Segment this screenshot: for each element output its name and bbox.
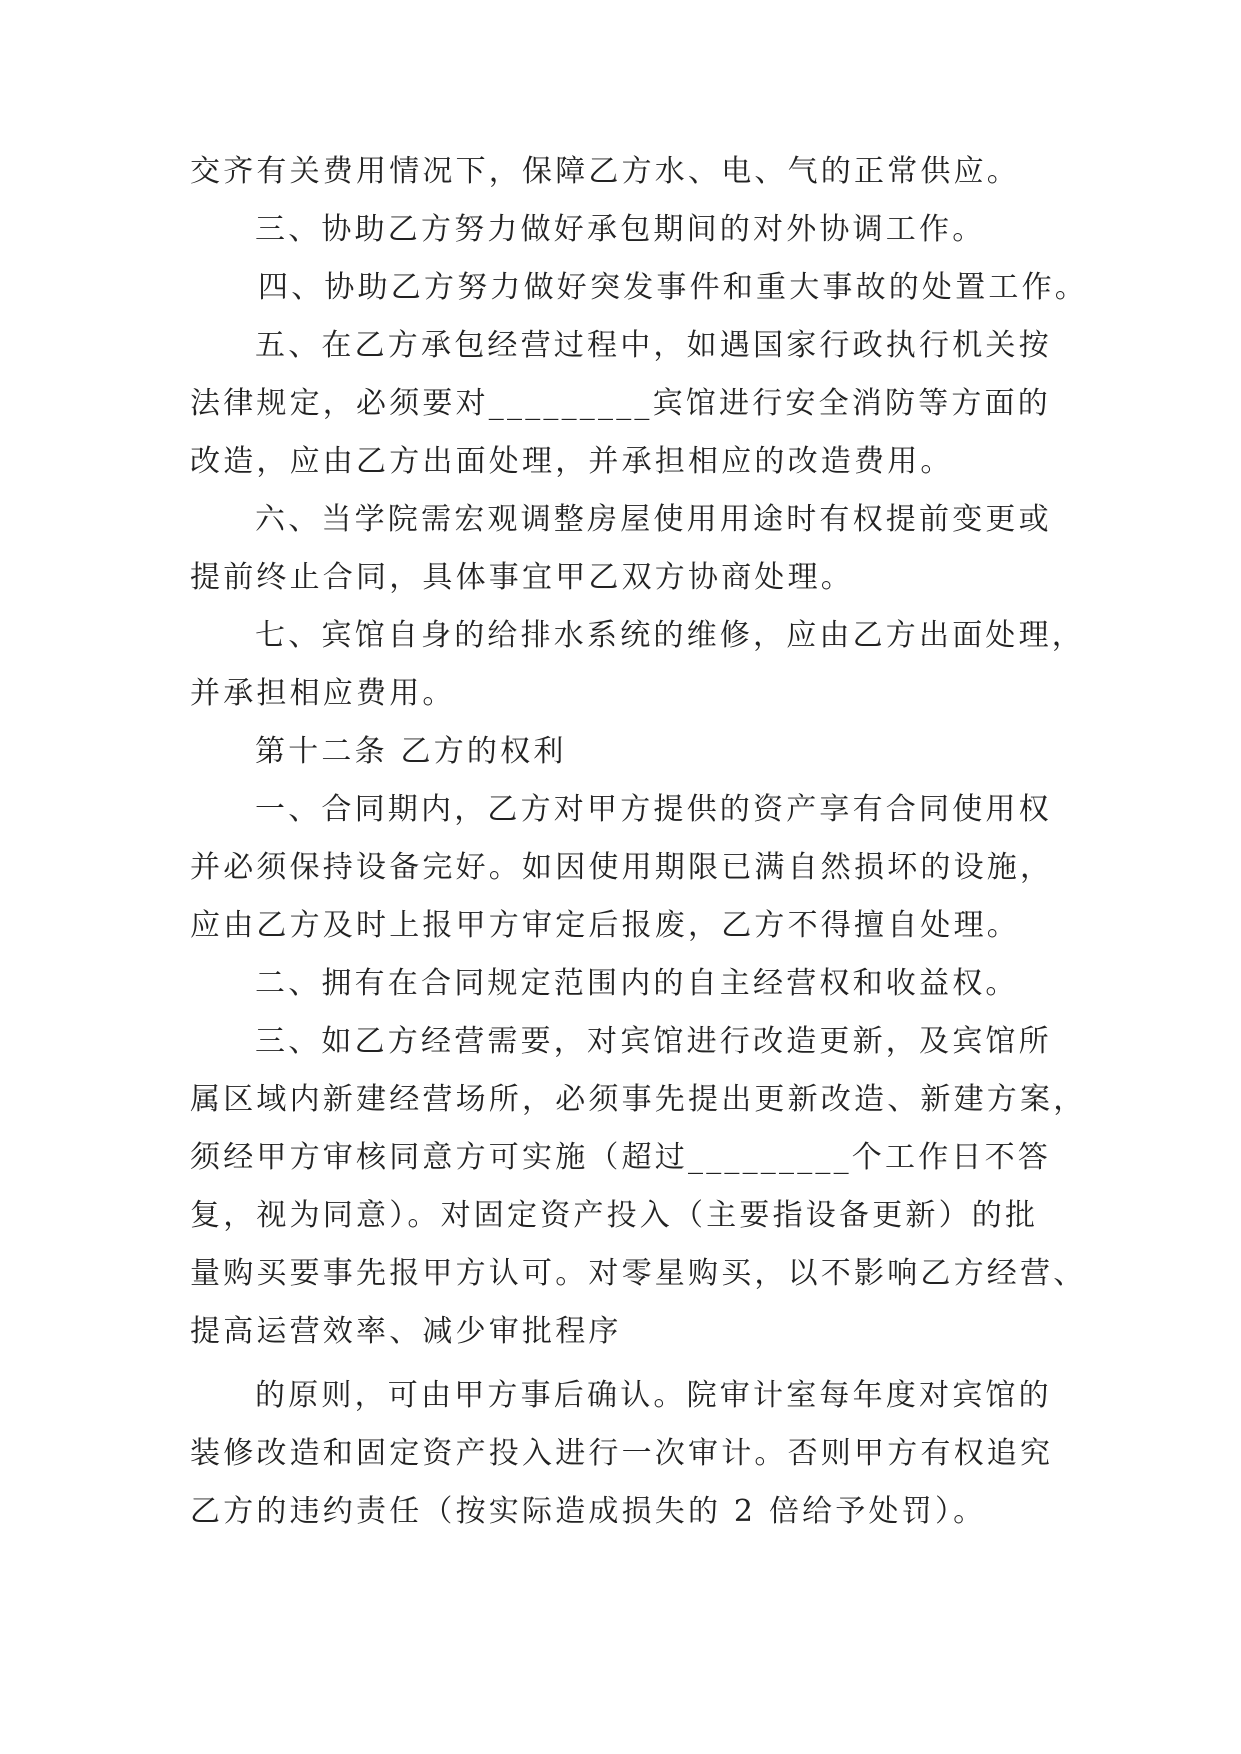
- text-line: 复，视为同意）。对固定资产投入（主要指设备更新）的批: [190, 1198, 1039, 1233]
- text-line: 须经甲方审核同意方可实施（超过_________个工作日不答: [190, 1140, 1051, 1175]
- text-line: 提前终止合同，具体事宜甲乙双方协商处理。: [190, 560, 854, 595]
- text-line: 并承担相应费用。: [190, 676, 456, 711]
- text-line: 乙方的违约责任（按实际造成损失的 2 倍给予处罚）。: [190, 1494, 987, 1529]
- text-line: 法律规定，必须要对_________宾馆进行安全消防等方面的: [190, 386, 1051, 421]
- text-line: 五、在乙方承包经营过程中，如遇国家行政执行机关按: [255, 328, 1052, 363]
- text-line: 提高运营效率、减少审批程序: [190, 1314, 622, 1349]
- text-line: 六、当学院需宏观调整房屋使用用途时有权提前变更或: [255, 502, 1052, 537]
- text-line: 属区域内新建经营场所，必须事先提出更新改造、新建方案，: [190, 1082, 1087, 1117]
- text-line: 四、协助乙方努力做好突发事件和重大事故的处置工作。: [258, 270, 1088, 305]
- text-line: 七、宾馆自身的给排水系统的维修，应由乙方出面处理，: [255, 618, 1085, 653]
- text-line: 的原则，可由甲方事后确认。院审计室每年度对宾馆的: [255, 1378, 1052, 1413]
- text-line: 并必须保持设备完好。如因使用期限已满自然损坏的设施，: [190, 850, 1054, 885]
- text-line: 三、如乙方经营需要，对宾馆进行改造更新，及宾馆所: [255, 1024, 1052, 1059]
- section-heading: 第十二条 乙方的权利: [255, 734, 567, 769]
- text-line: 二、拥有在合同规定范围内的自主经营权和收益权。: [255, 966, 1019, 1001]
- text-line: 应由乙方及时上报甲方审定后报废，乙方不得擅自处理。: [190, 908, 1020, 943]
- text-line: 一、合同期内，乙方对甲方提供的资产享有合同使用权: [255, 792, 1052, 827]
- text-line: 改造，应由乙方出面处理，并承担相应的改造费用。: [190, 444, 954, 479]
- text-line: 装修改造和固定资产投入进行一次审计。否则甲方有权追究: [190, 1436, 1054, 1471]
- text-line: 交齐有关费用情况下，保障乙方水、电、气的正常供应。: [190, 154, 1020, 189]
- text-line: 三、协助乙方努力做好承包期间的对外协调工作。: [255, 212, 986, 247]
- text-line: 量购买要事先报甲方认可。对零星购买，以不影响乙方经营、: [190, 1256, 1087, 1291]
